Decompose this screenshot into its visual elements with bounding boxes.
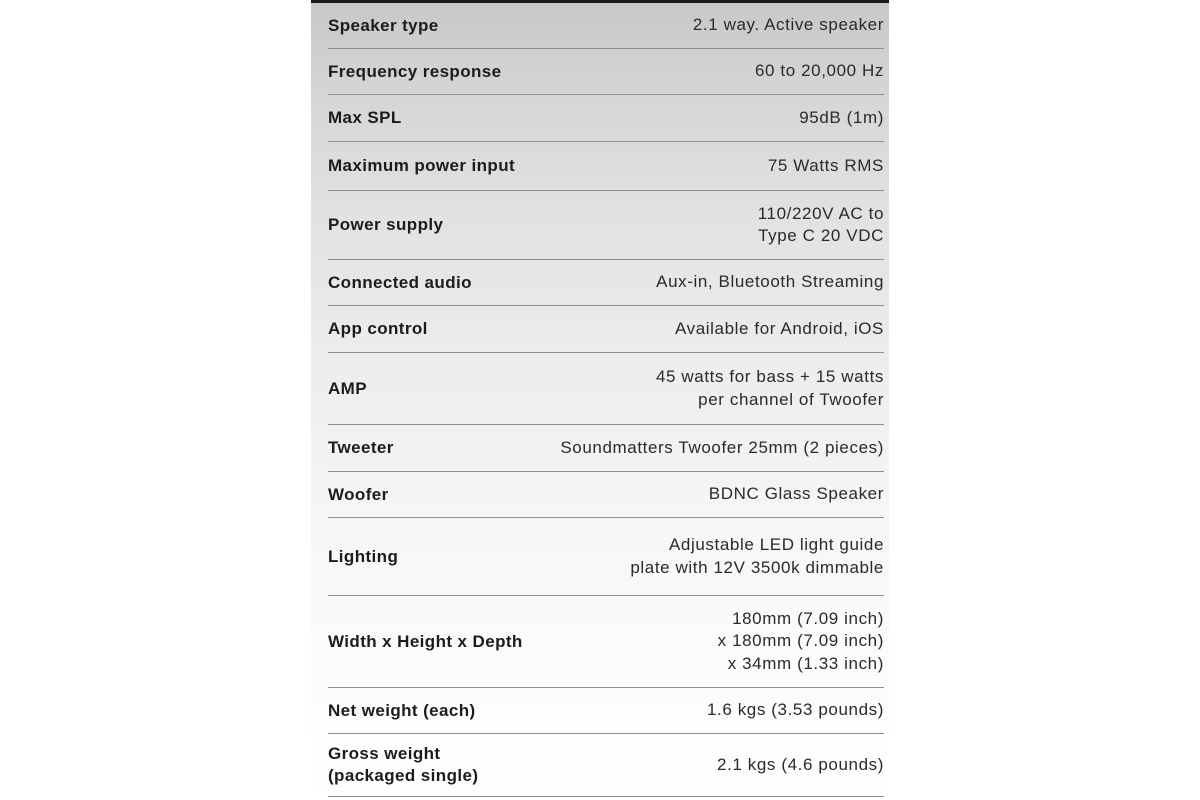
spec-label: Woofer (328, 484, 389, 504)
spec-label: Net weight (each) (328, 700, 476, 720)
spec-row-connected-audio (328, 260, 884, 306)
spec-label: Power supply (328, 215, 444, 234)
spec-row-dimensions (328, 596, 884, 688)
spec-label: App control (328, 319, 428, 338)
spec-value: 60 to 20,000 Hz (754, 61, 884, 81)
spec-row-gross-weight (328, 734, 884, 797)
spec-panel (311, 0, 889, 800)
spec-value: Aux-in, Bluetooth Streaming (656, 272, 884, 292)
spec-row-lighting (328, 518, 884, 596)
spec-label: Lighting (328, 546, 399, 566)
spec-value: 2.1 kgs (4.6 pounds) (717, 754, 884, 774)
spec-label: Gross weight (packaged single) (328, 744, 479, 785)
spec-value: 180mm (7.09 inch) x 180mm (7.09 inch) x 34mm (1.33 inch) (717, 608, 884, 673)
spec-value: Available for Android, iOS (674, 318, 884, 338)
spec-row-amp (328, 353, 884, 425)
spec-value: 1.6 kgs (3.53 pounds) (706, 700, 884, 720)
spec-value: Soundmatters Twoofer 25mm (2 pieces) (560, 437, 884, 457)
spec-label: Max SPL (328, 108, 402, 127)
spec-label: Tweeter (328, 438, 394, 457)
spec-label: Maximum power input (328, 156, 516, 175)
spec-row-woofer (328, 472, 884, 518)
spec-row-frequency-response (328, 49, 884, 95)
spec-label: Frequency response (328, 61, 502, 81)
spec-label: AMP (328, 378, 367, 398)
spec-value: BDNC Glass Speaker (708, 484, 884, 504)
spec-row-power-supply (328, 191, 884, 260)
spec-value: 110/220V AC to Type C 20 VDC (757, 203, 884, 245)
spec-value: 45 watts for bass + 15 watts per channel of Twoofer (656, 367, 884, 409)
spec-value: 95dB (1m) (799, 107, 884, 127)
spec-row-app-control (328, 306, 884, 353)
spec-label: Connected audio (328, 272, 472, 292)
spec-row-max-spl (328, 95, 884, 142)
spec-label: Speaker type (328, 15, 439, 35)
spec-row-max-power-input (328, 142, 884, 191)
spec-row-speaker-type (328, 3, 884, 49)
spec-value: 2.1 way. Active speaker (692, 15, 884, 35)
spec-value: Adjustable LED light guide plate with 12V 3500k dimmable (630, 535, 884, 577)
spec-label: Width x Height x Depth (328, 631, 523, 651)
spec-row-tweeter (328, 425, 884, 472)
spec-value: 75 Watts RMS (767, 155, 884, 175)
spec-table (328, 3, 884, 797)
spec-row-net-weight (328, 688, 884, 734)
